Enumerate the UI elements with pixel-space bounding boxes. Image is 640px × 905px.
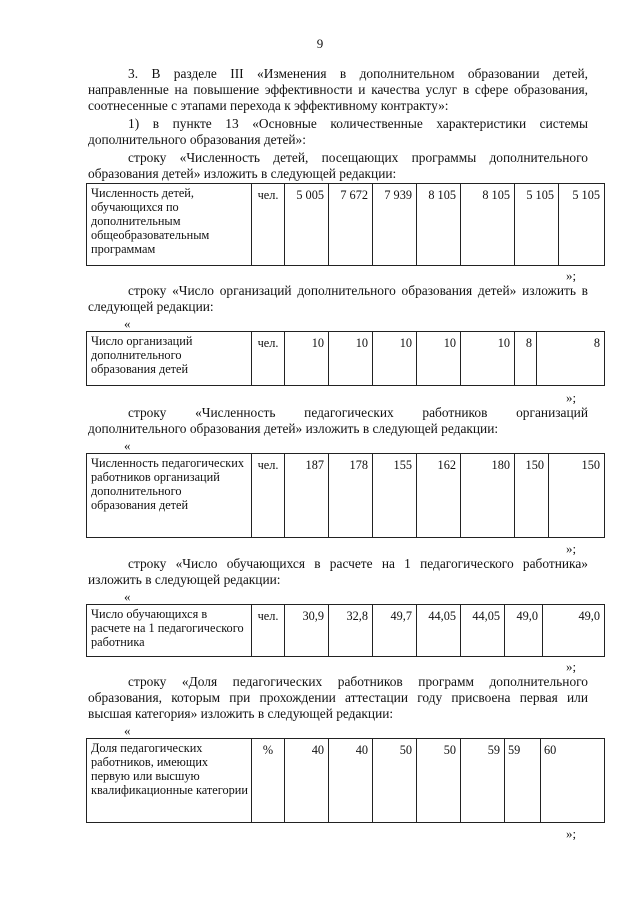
section-intro-paragraph: [88, 66, 588, 114]
value-cell: 5 005: [285, 184, 329, 266]
value-cell: 8: [537, 332, 605, 386]
instruction-5-paragraph: [88, 674, 588, 722]
value-cell: 178: [329, 454, 373, 538]
value-cell: 32,8: [329, 605, 373, 657]
table-row: [87, 605, 605, 657]
value-cell: 40: [329, 739, 373, 823]
value-cell: 49,0: [543, 605, 605, 657]
value-cell: 59: [461, 739, 505, 823]
row-label: Численность педагогических работников организаций дополнительного образования детей: [87, 454, 252, 538]
instruction-4-text: строку «Число обучающихся в расчете на 1 педагогического работника» изложить в следующей редакции:: [88, 556, 588, 587]
row-label: Число обучающихся в расчете на 1 педагогического работника: [87, 605, 252, 657]
unit-cell: чел.: [252, 605, 285, 657]
table-row: [87, 184, 605, 266]
value-cell: 44,05: [461, 605, 505, 657]
opening-quote: «: [124, 589, 131, 604]
opening-quote: «: [124, 316, 131, 331]
value-cell: 150: [515, 454, 549, 538]
closing-quote: »;: [566, 268, 577, 283]
table-row: [87, 332, 605, 386]
opening-quote: «: [124, 723, 131, 738]
opening-quote: «: [124, 438, 131, 453]
value-cell: 40: [285, 739, 329, 823]
instruction-5-text: строку «Доля педагогических работников программ дополнительного образования, которым при прохождении аттестации году присвоена первая или высшая категория» изложить в следующей редакции:: [88, 674, 588, 721]
value-cell: 10: [461, 332, 515, 386]
value-cell: 10: [329, 332, 373, 386]
page-number: 9: [316, 36, 324, 51]
value-cell: 49,7: [373, 605, 417, 657]
value-cell: 59: [505, 739, 541, 823]
closing-quote: »;: [566, 390, 577, 405]
instruction-4-paragraph: [88, 556, 588, 588]
instruction-1-paragraph: [88, 150, 588, 182]
closing-quote: »;: [566, 541, 577, 556]
value-cell: 8: [515, 332, 537, 386]
instruction-3-text: строку «Численность педагогических работников организаций дополнительного образования детей» изложить в следующей редакции:: [88, 405, 588, 436]
instruction-3-paragraph: [88, 405, 588, 437]
unit-cell: чел.: [252, 454, 285, 538]
table-row: [87, 454, 605, 538]
value-cell: 10: [373, 332, 417, 386]
table-students-per-teacher: [86, 604, 605, 657]
value-cell: 8 105: [461, 184, 515, 266]
value-cell: 7 672: [329, 184, 373, 266]
instruction-2-paragraph: [88, 283, 588, 315]
row-label: Численность детей, обучающихся по дополнительным общеобразовательным программам: [87, 184, 252, 266]
value-cell: 7 939: [373, 184, 417, 266]
section-intro-text: 3. В разделе III «Изменения в дополнительном образовании детей, направленные на повышение эффективности и качества услуг в сфере образования, соотнесенные с этапами перехода к эффективному контракту»:: [88, 66, 588, 113]
value-cell: 187: [285, 454, 329, 538]
value-cell: 49,0: [505, 605, 543, 657]
value-cell: 150: [549, 454, 605, 538]
unit-cell: чел.: [252, 184, 285, 266]
row-label: Доля педагогических работников, имеющих первую или высшую квалификационные категории: [87, 739, 252, 823]
table-qualified-teachers-share: [86, 738, 605, 823]
item-13-paragraph: [88, 116, 588, 148]
value-cell: 60: [541, 739, 605, 823]
value-cell: 5 105: [515, 184, 559, 266]
table-children-enrolled: [86, 183, 605, 266]
instruction-2-text: строку «Число организаций дополнительного образования детей» изложить в следующей редакции:: [88, 283, 588, 314]
unit-cell: чел.: [252, 332, 285, 386]
unit-cell: %: [252, 739, 285, 823]
closing-quote: »;: [566, 659, 577, 674]
value-cell: 30,9: [285, 605, 329, 657]
value-cell: 10: [285, 332, 329, 386]
table-row: [87, 739, 605, 823]
value-cell: 44,05: [417, 605, 461, 657]
table-organizations-count: [86, 331, 605, 386]
value-cell: 50: [373, 739, 417, 823]
row-label: Число организаций дополнительного образования детей: [87, 332, 252, 386]
closing-quote: »;: [566, 826, 577, 841]
value-cell: 10: [417, 332, 461, 386]
value-cell: 5 105: [559, 184, 605, 266]
instruction-1-text: строку «Численность детей, посещающих программы дополнительного образования детей» изложить в следующей редакции:: [88, 150, 588, 181]
table-teachers-count: [86, 453, 605, 538]
value-cell: 8 105: [417, 184, 461, 266]
value-cell: 155: [373, 454, 417, 538]
value-cell: 162: [417, 454, 461, 538]
item-13-text: 1) в пункте 13 «Основные количественные характеристики системы дополнительного образования детей»:: [88, 116, 588, 147]
value-cell: 180: [461, 454, 515, 538]
value-cell: 50: [417, 739, 461, 823]
